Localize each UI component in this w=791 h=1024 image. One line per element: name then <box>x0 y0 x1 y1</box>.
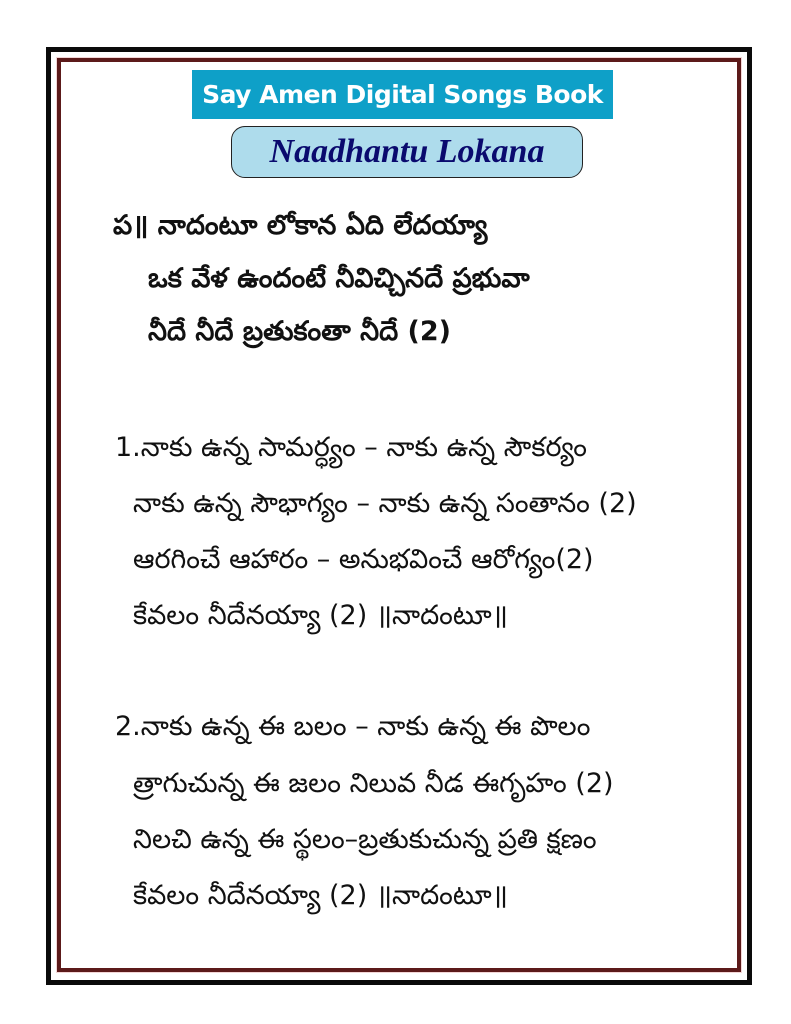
stanza-line: నాకు ఉన్న సౌభాగ్యం – నాకు ఉన్న సంతానం (2) <box>133 488 637 519</box>
songbook-banner <box>192 70 613 119</box>
stanza-line: కేవలం నీదేనయ్యా (2) ॥నాదంటూ॥ <box>133 880 508 911</box>
song-title: Naadhantu Lokana <box>269 133 545 170</box>
pallavi-line: ఒక వేళ ఉందంటే నీవిచ్చినదే ప్రభువా <box>148 263 530 294</box>
stanza-line: 1.నాకు ఉన్న సామర్ధ్యం – నాకు ఉన్న సౌకర్యం <box>115 432 587 463</box>
pallavi-line: ప॥ నాదంటూ లోకాన ఏది లేదయ్యా <box>113 210 488 241</box>
song-title-box <box>231 126 583 178</box>
stanza-line: 2.నాకు ఉన్న ఈ బలం – నాకు ఉన్న ఈ పొలం <box>115 711 591 742</box>
stanza-line: కేవలం నీదేనయ్యా (2) ॥నాదంటూ॥ <box>133 600 508 631</box>
stanza-line: ఆరగించే ఆహారం – అనుభవించే ఆరోగ్యం(2) <box>133 544 594 575</box>
pallavi-line: నీదే నీదే బ్రతుకంతా నీదే (2) <box>148 316 452 347</box>
stanza-line: నిలచి ఉన్న ఈ స్థలం–బ్రతుకుచున్న ప్రతి క్షణం <box>133 824 597 855</box>
stanza-line: త్రాగుచున్న ఈ జలం నిలువ నీడ ఈగృహం (2) <box>133 768 614 799</box>
banner-text: Say Amen Digital Songs Book <box>202 80 603 109</box>
